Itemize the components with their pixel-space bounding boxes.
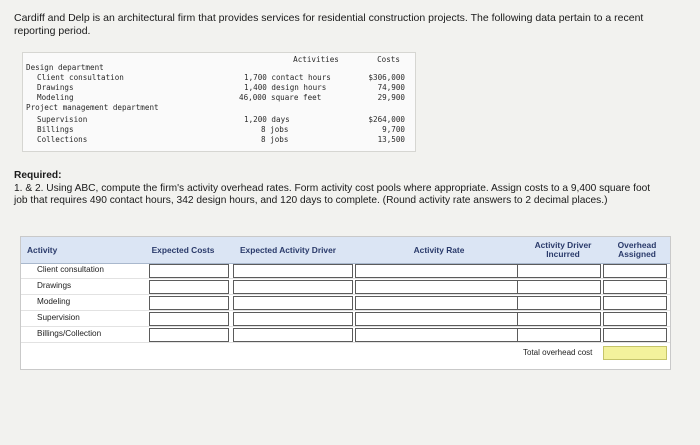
driver-incurred-input-3[interactable] [517, 296, 601, 310]
data-table [22, 52, 416, 152]
row-label-supervision: Supervision [37, 313, 80, 322]
row-cost: 13,500 [377, 135, 405, 144]
driver-incurred-input-5[interactable] [517, 328, 601, 342]
row-activity: 46,000 square feet [239, 93, 322, 102]
total-overhead-input[interactable] [603, 346, 667, 360]
col-driver-incurred-header: Activity Driver Incurred [534, 240, 592, 259]
expected-costs-input-1[interactable] [149, 264, 229, 278]
col-activity-rate-header: Activity Rate [413, 244, 465, 255]
required-text: 1. & 2. Using ABC, compute the firm's activity overhead rates. Form activity cost pools where appropriate. Assign costs to a 9,400 square foot job that requires 490 contact hours, 342 design hours, and 120 days to complete. (Round activity rate answers to 2 decimal places.) [14, 182, 651, 206]
row-cost: 9,700 [382, 125, 405, 134]
expected-costs-input-4[interactable] [149, 312, 229, 326]
row-label: Collections [37, 135, 88, 144]
activity-rate-input-5[interactable] [355, 328, 519, 342]
activity-rate-input-4[interactable] [355, 312, 519, 326]
row-activity: 8 jobs [261, 135, 289, 144]
row-activity: 8 jobs [261, 125, 289, 134]
total-overhead-label: Total overhead cost [523, 348, 593, 357]
expected-driver-input-5[interactable] [233, 328, 353, 342]
required-title: Required: [14, 170, 62, 181]
required-section [14, 170, 654, 208]
overhead-assigned-input-4[interactable] [603, 312, 667, 326]
activities-header: Activities [293, 55, 339, 64]
row-divider [21, 294, 670, 295]
row-label-drawings: Drawings [37, 281, 72, 290]
expected-driver-input-1[interactable] [233, 264, 353, 278]
row-divider [21, 342, 670, 343]
costs-header: Costs [377, 55, 400, 64]
expected-driver-input-3[interactable] [233, 296, 353, 310]
col-expected-driver-header: Expected Activity Driver [239, 244, 337, 255]
activity-rate-input-2[interactable] [355, 280, 519, 294]
row-label-billings-collection: Billings/Collection [37, 329, 102, 338]
row-activity: 1,200 days [244, 115, 290, 124]
row-label: Client consultation [37, 73, 124, 82]
col-activity-header: Activity [27, 244, 58, 255]
row-activity: 1,700 contact hours [244, 73, 331, 82]
row-label: Modeling [37, 93, 74, 102]
row-divider [21, 326, 670, 327]
row-cost: 74,900 [377, 83, 405, 92]
col-expected-costs-header: Expected Costs [151, 244, 215, 255]
row-divider [21, 278, 670, 279]
driver-incurred-input-2[interactable] [517, 280, 601, 294]
problem-intro: Cardiff and Delp is an architectural firm that provides services for residential construction projects. The following data pertain to a recent reporting period. [14, 12, 644, 37]
overhead-assigned-input-2[interactable] [603, 280, 667, 294]
row-label: Billings [37, 125, 74, 134]
row-label: Supervision [37, 115, 88, 124]
row-cost: $306,000 [368, 73, 405, 82]
expected-driver-input-4[interactable] [233, 312, 353, 326]
expected-costs-input-2[interactable] [149, 280, 229, 294]
answer-grid [20, 236, 671, 370]
row-label: Project management department [26, 103, 159, 112]
overhead-assigned-input-3[interactable] [603, 296, 667, 310]
row-activity: 1,400 design hours [244, 83, 327, 92]
activity-rate-input-1[interactable] [355, 264, 519, 278]
expected-costs-input-5[interactable] [149, 328, 229, 342]
row-cost: $264,000 [368, 115, 405, 124]
expected-costs-input-3[interactable] [149, 296, 229, 310]
activity-rate-input-3[interactable] [355, 296, 519, 310]
row-label: Design department [26, 63, 104, 72]
overhead-assigned-input-1[interactable] [603, 264, 667, 278]
col-overhead-assigned-header: Overhead Assigned [617, 240, 657, 259]
expected-driver-input-2[interactable] [233, 280, 353, 294]
row-label: Drawings [37, 83, 74, 92]
driver-incurred-input-4[interactable] [517, 312, 601, 326]
driver-incurred-input-1[interactable] [517, 264, 601, 278]
row-divider [21, 310, 670, 311]
row-cost: 29,900 [377, 93, 405, 102]
row-label-client-consultation: Client consultation [37, 265, 104, 274]
row-label-modeling: Modeling [37, 297, 71, 306]
overhead-assigned-input-5[interactable] [603, 328, 667, 342]
